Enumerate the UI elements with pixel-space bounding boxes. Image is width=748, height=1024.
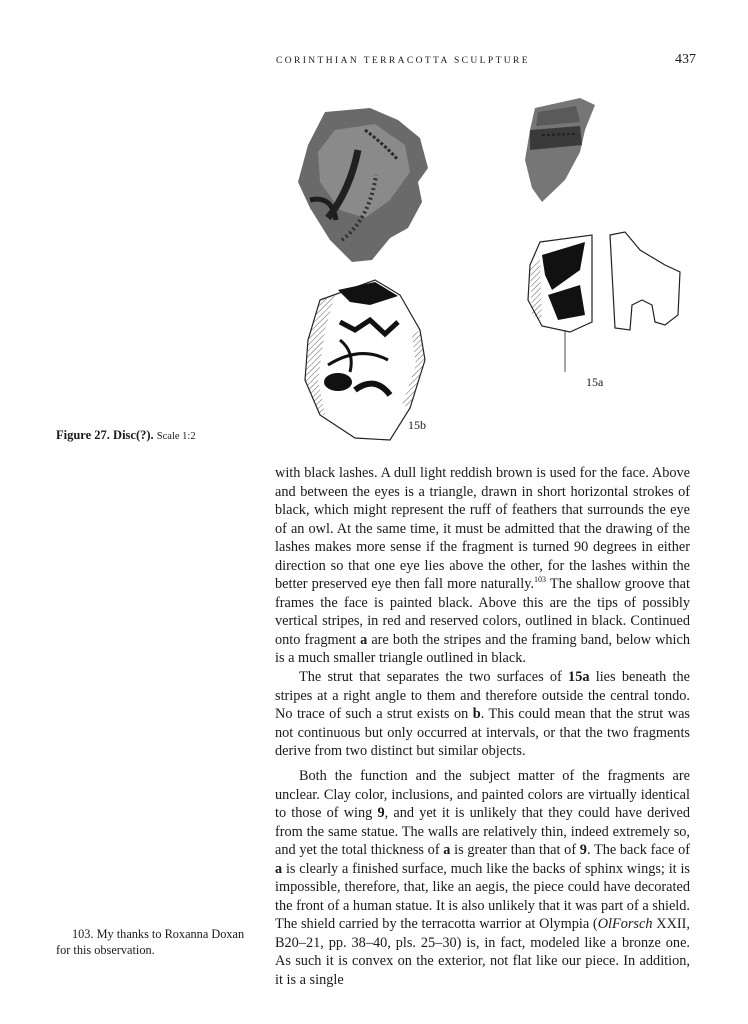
p3-bold-9b: 9 [579, 842, 587, 859]
p1-text-a: with black lashes. A dull light reddish brown is used for the face. Above and between the eyes is a triangle, drawn in short horizontal strokes of black, which might represent the ruff of feathers that surrounds the eye of an owl. At the same time, it must be admitted that the drawing of the lashes makes more sense if the fragment is turned 90 degrees in either direction so that one eye lies above the other, for the lashes within the better preserved eye then fall more naturally. [275, 465, 690, 593]
paragraph-1 [275, 464, 690, 761]
footnote-line-1: 103. My thanks to Roxanna Doxan [72, 927, 245, 941]
p3-text-c: , and yet it is unlikely that they could have derived from the same statue. The walls are relatively thin, indeed extremely so, and yet the total thickness of [275, 805, 691, 859]
p3-text-k: XXII, B20–21, pp. 38–40, pls. 25–30) is, in fact, modeled like a bronze one. As such it is convex on the exterior, not flat like our piece. In addition, it is a single [275, 916, 690, 989]
footnote-ref-103: 103 [534, 575, 547, 585]
fragment-illustrations [280, 90, 700, 445]
p2-bold-b: b [472, 706, 481, 723]
p3-text-a: Both the function and the subject matter of the fragments are unclear. Clay color, inclusions, and painted colors are virtually identical to those of wing [275, 768, 690, 822]
figure-caption [56, 428, 196, 443]
footnote-line-2: for this observation. [56, 943, 155, 957]
p3-bold-9: 9 [377, 805, 385, 822]
photo-fragment-b [298, 108, 428, 262]
p1-bold-a: a [360, 631, 368, 648]
p1-text-d: are both the stripes and the framing band, below which is a much smaller triangle outlined in black. [275, 631, 691, 667]
p2-text-e: . This could mean that the strut was not continuous but only occurred at intervals, or that the two fragments derive from two distinct but similar objects. [275, 706, 690, 760]
paragraph-3 [275, 767, 690, 990]
p3-bold-a: a [443, 842, 451, 859]
running-header: CORINTHIAN TERRACOTTA SCULPTURE [276, 56, 530, 66]
photo-fragment-a [525, 98, 595, 202]
p2-text-c: lies beneath the stripes at a right angle to them and therefore outside the central tondo. No trace of such a strut exists on [275, 669, 690, 723]
figure-27 [280, 90, 700, 445]
label-15b: 15b [408, 418, 426, 432]
footnote-103 [56, 926, 256, 958]
p3-text-i: is clearly a finished surface, much like the backs of sphinx wings; it is impossible, therefore, that, like an aegis, the piece could have decorated the front of a human statue. It is also unlikely that it was part of a shield. The shield carried by the terracotta warrior at Olympia ( [275, 860, 690, 933]
p3-text-e: is greater than that of [450, 842, 580, 859]
p2-bold-15a: 15a [568, 669, 590, 686]
label-15a: 15a [586, 375, 604, 389]
p2-text-a: The strut that separates the two surfaces of [299, 669, 569, 686]
drawing-fragment-a [528, 232, 680, 372]
page-number: 437 [675, 52, 696, 67]
drawing-fragment-b [305, 280, 425, 440]
p3-italic-olforsch: OlForsch [597, 916, 653, 933]
caption-scale: Scale 1:2 [156, 431, 196, 442]
paragraph-2 [275, 668, 690, 761]
caption-title: Figure 27. Disc(?). [56, 428, 154, 442]
p3-text-g: . The back face of [586, 842, 690, 859]
p1-text-b: The shallow groove that frames the face is painted black. Above this are the tips of possibly vertical stripes, in red and reserved colors, outlined in black. Continued onto fragment [275, 576, 690, 648]
p3-bold-a2: a [275, 860, 283, 877]
